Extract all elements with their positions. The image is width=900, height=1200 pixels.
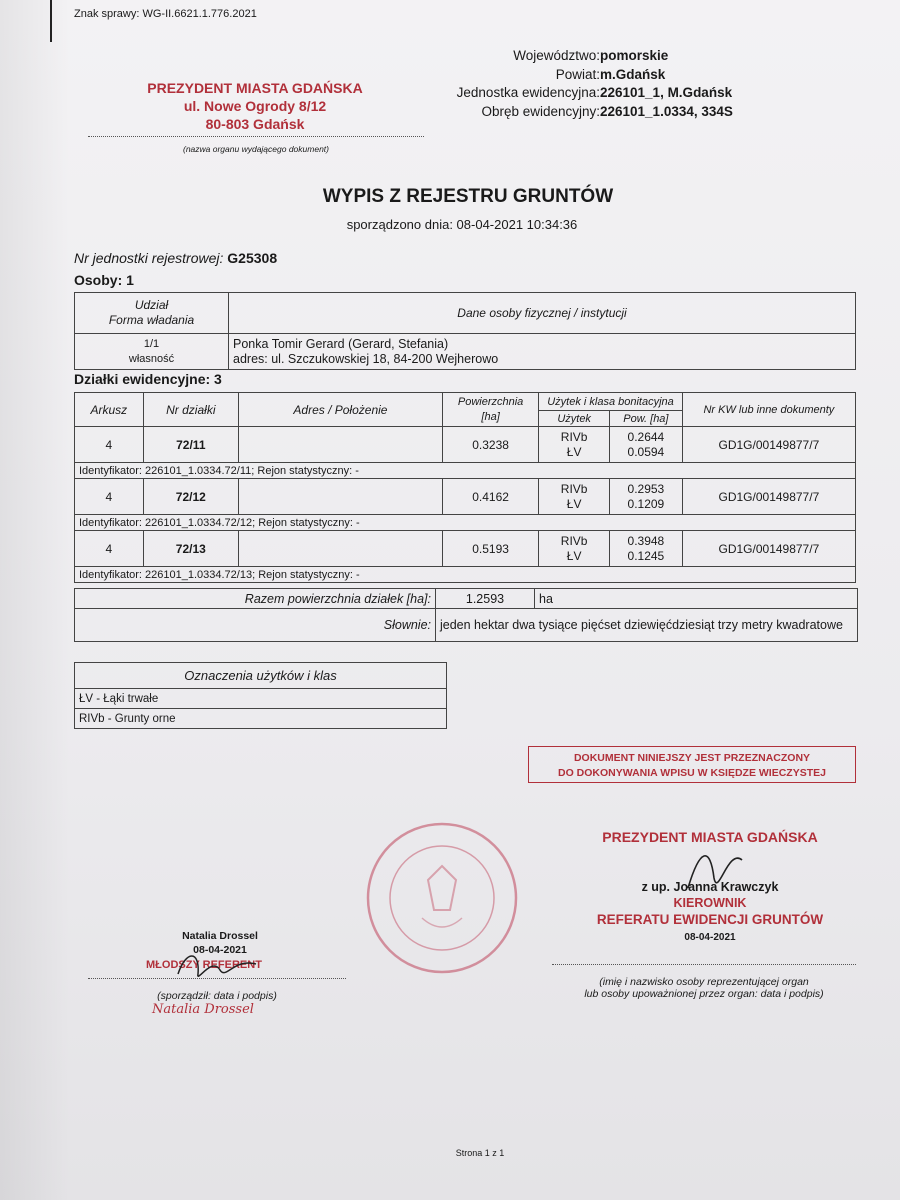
signature-right-line [552, 964, 856, 965]
parcel-ident-row [75, 567, 856, 583]
use-area: 0.1245 [627, 548, 665, 563]
parcel-use-areas [609, 479, 682, 515]
person-address: adres: ul. Szczukowskiej 18, 84-200 Wejherowo [233, 351, 499, 366]
legend-header-row [75, 663, 447, 689]
share-header-line: Udział [134, 298, 169, 312]
pen-mark [50, 0, 52, 42]
parcels-heading: Działki ewidencyjne: 3 [74, 371, 222, 387]
parcel-sheet: 4 [75, 531, 144, 567]
registry-unit [74, 250, 277, 266]
preparer-role: MŁODSZY REFERENT [146, 959, 262, 971]
parcel-number: 72/12 [143, 479, 238, 515]
page-shadow [0, 0, 70, 1200]
person-cell [229, 334, 856, 370]
preparer-signature [172, 944, 262, 988]
persons-header-row [75, 293, 856, 334]
parcel-row [75, 479, 856, 515]
parcel-ident-row [75, 515, 856, 531]
totals-table [74, 588, 858, 642]
issuer-line: ul. Nowe Ogrody 8/12 [183, 98, 327, 114]
total-words-row [75, 609, 858, 642]
share-header-line: Forma władania [108, 313, 195, 327]
parcel-kw: GD1G/00149877/7 [682, 427, 855, 463]
legend-row [75, 709, 447, 729]
document-date: sporządzono dnia: 08-04-2021 10:34:36 [346, 217, 578, 232]
signer-department: REFERATU EWIDENCJI GRUNTÓW [596, 912, 824, 927]
use-area-header: Pow. [ha] [609, 411, 682, 427]
signature-left-caption: (sporządził: data i podpis) [157, 990, 277, 1002]
parcel-address [238, 531, 442, 567]
total-words-value: jeden hektar dwa tysiące pięćset dziewięćdziesiąt trzy metry kwadratowe [436, 609, 858, 642]
parcel-row [75, 531, 856, 567]
use-class: RIVb [560, 481, 588, 496]
signer-name: z up. Joanna Krawczyk [641, 880, 779, 894]
use-class: ŁV [566, 444, 582, 459]
sheet-header: Arkusz [75, 393, 144, 427]
issuer-caption: (nazwa organu wydającego dokument) [182, 144, 329, 154]
person-name: Ponka Tomir Gerard (Gerard, Stefania) [233, 336, 449, 351]
preparer-name-stamp: Natalia Drossel [152, 1002, 254, 1017]
area-header [442, 393, 538, 427]
parcel-ident-row [75, 463, 856, 479]
region-value: 226101_1.0334, 334S [600, 103, 733, 119]
parcel-kw: GD1G/00149877/7 [682, 479, 855, 515]
preparer-date: 08-04-2021 [193, 944, 247, 956]
signer-date: 08-04-2021 [684, 932, 736, 943]
total-area-value: 1.2593 [436, 589, 535, 609]
parcel-address [238, 479, 442, 515]
parcel-uses [539, 427, 610, 463]
use-class: RIVb [560, 429, 588, 444]
parcel-number-header: Nr działki [143, 393, 238, 427]
region-label: Powiat: [555, 66, 600, 82]
issuer-stamp [90, 79, 420, 133]
use-area: 0.2953 [627, 481, 665, 496]
address-header: Adres / Położenie [238, 393, 442, 427]
total-area-label: Razem powierzchnia działek [ha]: [75, 589, 436, 609]
region-values [600, 47, 733, 121]
total-area-row [75, 589, 858, 609]
region-value: m.Gdańsk [600, 66, 666, 82]
caption-line: lub osoby upoważnionej przez organ: data i podpis) [584, 988, 824, 1000]
parcel-number: 72/13 [143, 531, 238, 567]
kw-header: Nr KW lub inne dokumenty [682, 393, 855, 427]
total-words-label: Słownie: [75, 609, 436, 642]
use-class: ŁV [566, 496, 582, 511]
parcel-sheet: 4 [75, 427, 144, 463]
parcel-number: 72/11 [143, 427, 238, 463]
issuer-dotted-line [88, 136, 424, 137]
ownership-form: własność [128, 352, 175, 365]
parcel-row [75, 427, 856, 463]
use-header: Użytek [539, 411, 610, 427]
legend-item: RIVb - Grunty orne [75, 709, 447, 729]
parcel-area: 0.3238 [442, 427, 538, 463]
use-class: ŁV [566, 548, 582, 563]
parcel-address [238, 427, 442, 463]
use-area: 0.0594 [627, 444, 665, 459]
parcel-area: 0.4162 [442, 479, 538, 515]
legend-table [74, 662, 447, 729]
use-class: RIVb [560, 533, 588, 548]
person-row [75, 334, 856, 370]
document-title: WYPIS Z REJESTRU GRUNTÓW [322, 186, 614, 207]
notice-line: DO DOKONYWANIA WPISU W KSIĘDZE WIECZYSTEJ [558, 767, 826, 779]
share-value: 1/1 [143, 337, 160, 350]
issuer-line: 80-803 Gdańsk [205, 116, 305, 132]
person-data-header: Dane osoby fizycznej / instytucji [229, 293, 856, 334]
registry-unit-label: Nr jednostki rejestrowej: [74, 250, 224, 266]
parcels-header-row [75, 393, 856, 411]
preparer-name: Natalia Drossel [182, 930, 258, 942]
parcel-uses [539, 479, 610, 515]
page-number: Strona 1 z 1 [455, 1148, 505, 1158]
parcel-use-areas [609, 531, 682, 567]
parcel-identifier: Identyfikator: 226101_1.0334.72/12; Rejon statystyczny: - [75, 515, 856, 531]
region-label: Jednostka ewidencyjna: [456, 85, 600, 100]
parcel-kw: GD1G/00149877/7 [682, 531, 855, 567]
use-group-header: Użytek i klasa bonitacyjna [539, 393, 682, 411]
use-area: 0.3948 [627, 533, 665, 548]
signature-left-line [88, 978, 346, 979]
parcel-uses [539, 531, 610, 567]
signer-authority: PREZYDENT MIASTA GDAŃSKA [602, 829, 818, 845]
caption-line: (imię i nazwisko osoby reprezentującej organ [599, 976, 809, 988]
persons-heading: Osoby: 1 [74, 272, 134, 288]
total-area-unit: ha [535, 589, 858, 609]
registry-unit-value: G25308 [227, 250, 278, 266]
notice-line: DOKUMENT NINIEJSZY JEST PRZEZNACZONY [573, 752, 811, 764]
share-header [75, 293, 229, 334]
area-header-line: Powierzchnia [457, 395, 524, 408]
legend-item: ŁV - Łąki trwałe [75, 689, 447, 709]
legend-row [75, 689, 447, 709]
land-register-notice [528, 746, 856, 783]
region-label: Województwo: [513, 48, 600, 63]
share-cell [75, 334, 229, 370]
issuer-line: PREZYDENT MIASTA GDAŃSKA [147, 80, 363, 96]
parcels-table [74, 392, 856, 583]
region-labels [457, 47, 600, 121]
use-area: 0.1209 [627, 496, 665, 511]
signer-role: KIEROWNIK [673, 896, 747, 910]
parcel-identifier: Identyfikator: 226101_1.0334.72/13; Rejon statystyczny: - [75, 567, 856, 583]
region-label: Obręb ewidencyjny: [481, 103, 600, 119]
case-number: Znak sprawy: WG-II.6621.1.776.2021 [74, 8, 257, 20]
parcel-sheet: 4 [75, 479, 144, 515]
region-value: pomorskie [600, 48, 669, 63]
parcel-identifier: Identyfikator: 226101_1.0334.72/11; Rejon statystyczny: - [75, 463, 856, 479]
use-area: 0.2644 [627, 429, 665, 444]
region-value: 226101_1, M.Gdańsk [600, 85, 733, 100]
persons-table [74, 292, 856, 370]
area-header-line: [ha] [481, 410, 500, 423]
parcel-area: 0.5193 [442, 531, 538, 567]
official-round-stamp [362, 818, 522, 978]
legend-title: Oznaczenia użytków i klas [75, 663, 447, 689]
parcel-use-areas [609, 427, 682, 463]
signature-right-caption [552, 976, 856, 1000]
